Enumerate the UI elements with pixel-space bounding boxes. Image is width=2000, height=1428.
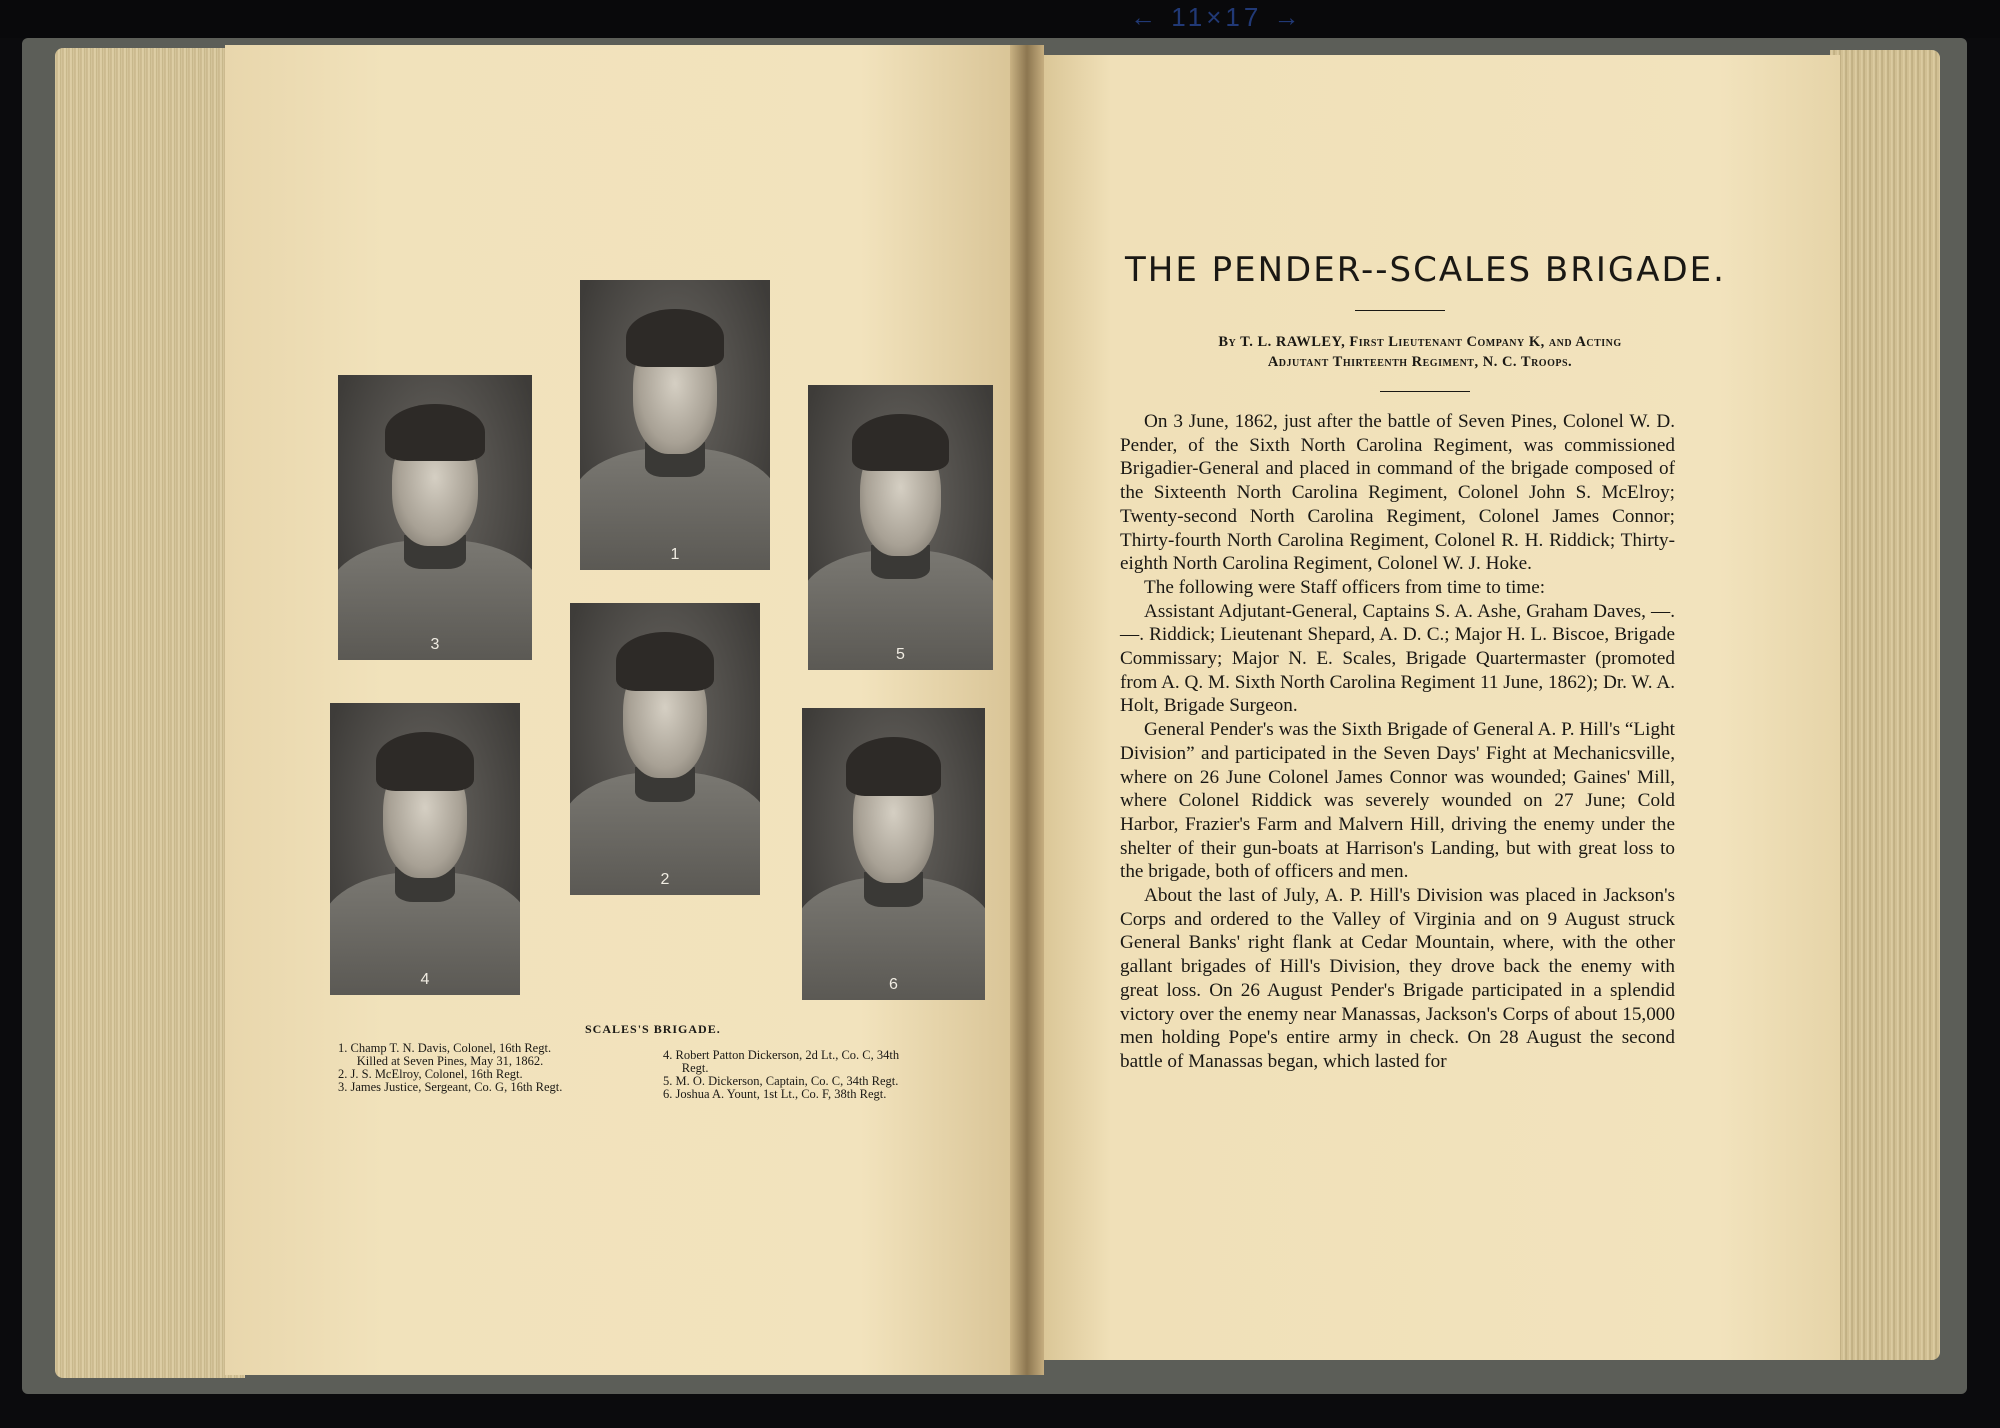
byline-line-2: Adjutant Thirteenth Regiment, N. C. Troops. bbox=[1267, 354, 1573, 370]
portrait-5 bbox=[808, 385, 993, 670]
caption-line: 6. Joshua A. Yount, 1st Lt., Co. F, 38th Regt. bbox=[663, 1087, 887, 1101]
caption-line: 1. Champ T. N. Davis, Colonel, 16th Regt. bbox=[338, 1041, 552, 1055]
portrait-4 bbox=[330, 703, 520, 995]
paragraph: General Pender's was the Sixth Brigade of General A. P. Hill's “Light Division” and participated in the Seven Days' Fight at Mechanicsville, where on 26 June Colonel James Connor was wounded; Gaines' Mill, where Colonel Riddick was severely wounded on 27 June; Cold Harbor, Frazier's Farm and Malvern Hill, driving the enemy under the shelter of their gun-boats at Harrison's Landing, but with great loss to the brigade, both of officers and men. bbox=[1120, 719, 1675, 883]
caption-line: 4. Robert Patton Dickerson, 2d Lt., Co. C, 34th bbox=[663, 1048, 900, 1062]
caption-line: 5. M. O. Dickerson, Captain, Co. C, 34th Regt. bbox=[663, 1074, 899, 1088]
paragraph: On 3 June, 1862, just after the battle of Seven Pines, Colonel W. D. Pender, of the Sixth North Carolina Regiment, was commissioned Brigadier-General and placed in command of the brigade composed of the Sixteenth North Carolina Regiment, Colonel John S. McElroy; Twenty-second North Carolina Regiment, Colonel James Connor; Thirty-fourth North Carolina Regiment, Colonel R. H. Riddick; Thirty-eighth North Carolina Regiment, Colonel W. J. Hoke. bbox=[1120, 411, 1675, 575]
portrait-number: 6 bbox=[889, 976, 898, 993]
portrait-number: 4 bbox=[420, 971, 430, 988]
portrait-number: 1 bbox=[670, 546, 680, 563]
portrait-1 bbox=[580, 280, 770, 570]
byline-rule bbox=[1380, 391, 1470, 392]
top-background bbox=[0, 0, 2000, 38]
byline-line-1: By T. L. RAWLEY, First Lieutenant Company K, and Acting bbox=[1218, 334, 1622, 350]
paragraph: Assistant Adjutant-General, Captains S. A. Ashe, Graham Daves, —. —. Riddick; Lieutenant Shepard, A. D. C.; Major H. L. Biscoe, Brigade Commissary; Major N. E. Scales, Brigade Quartermaster (promoted from A. Q. M. Sixth North Carolina Regiment 11 June, 1862); Dr. W. A. Holt, Brigade Surgeon. bbox=[1120, 600, 1675, 717]
portrait-number: 3 bbox=[430, 636, 440, 653]
caption-line: 2. J. S. McElroy, Colonel, 16th Regt. bbox=[338, 1067, 523, 1081]
book-gutter bbox=[1010, 45, 1044, 1375]
portrait-number: 5 bbox=[896, 646, 905, 663]
right-page-edges bbox=[1830, 50, 1940, 1360]
caption-line: 3. James Justice, Sergeant, Co. G, 16th Regt. bbox=[338, 1080, 563, 1094]
left-page-edges bbox=[55, 48, 245, 1378]
portrait-2 bbox=[570, 603, 760, 895]
portrait-3 bbox=[338, 375, 532, 660]
paragraph: About the last of July, A. P. Hill's Division was placed in Jackson's Corps and ordered to the Valley of Virginia and on 9 August struck General Banks' right flank at Cedar Mountain, where, with the other gallant brigades of Hill's Division, they drove back the enemy with great loss. On 26 August Pender's Brigade participated in a splendid victory over the enemy near Manassas, Jackson's Corps of about 15,000 men holding Pope's entire army in check. On 28 August the second battle of Manassas began, which lasted for bbox=[1120, 885, 1675, 1072]
title-rule bbox=[1355, 310, 1445, 311]
portrait-6 bbox=[802, 708, 985, 1000]
article-title: THE PENDER--SCALES BRIGADE. bbox=[1125, 250, 1726, 290]
caption-title: SCALES'S BRIGADE. bbox=[585, 1022, 721, 1036]
article-body bbox=[1120, 410, 1675, 1074]
ruler-note: ← 11×17 → bbox=[1130, 2, 1304, 32]
paragraph: The following were Staff officers from time to time: bbox=[1144, 576, 1546, 598]
caption-line: Regt. bbox=[663, 1061, 709, 1075]
caption-line: Killed at Seven Pines, May 31, 1862. bbox=[338, 1054, 544, 1068]
portrait-number: 2 bbox=[660, 871, 670, 888]
